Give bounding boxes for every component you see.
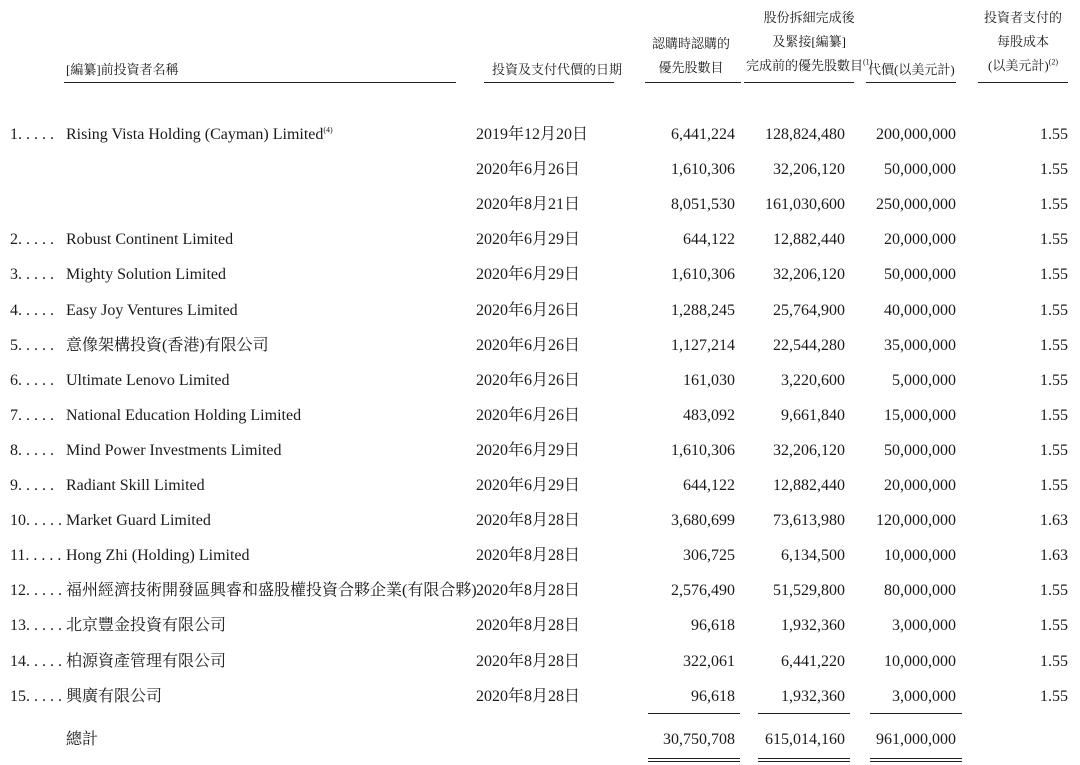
row-number: 6. . . . . xyxy=(10,372,54,389)
row-number: 10. . . . . xyxy=(10,512,62,529)
preferred-shares: 644,122 xyxy=(683,477,735,494)
header-date xyxy=(492,58,622,82)
investment-date: 2020年6月29日 xyxy=(476,442,581,459)
investment-date: 2020年6月29日 xyxy=(476,477,581,494)
header-preferred-shares: 認購時認購的 優先股數目 xyxy=(652,36,731,75)
header-investor-name-label: [編纂]前投資者名稱 xyxy=(66,62,179,77)
header-rule xyxy=(64,82,456,83)
consideration: 35,000,000 xyxy=(884,337,956,354)
table-row xyxy=(0,647,1080,677)
consideration: 10,000,000 xyxy=(884,653,956,670)
post-split-shares: 3,220,600 xyxy=(781,372,845,389)
row-number: 13. . . . . xyxy=(10,617,62,634)
preferred-shares: 2,576,490 xyxy=(671,582,735,599)
total-consideration: 961,000,000 xyxy=(876,731,956,748)
row-number: 12. . . . . xyxy=(10,582,62,599)
investor-name: Robust Continent Limited xyxy=(66,231,234,248)
investor-name: 柏源資產管理有限公司 xyxy=(66,653,227,670)
investor-name: Mighty Solution Limited xyxy=(66,266,227,283)
investor-name: 意像架構投資(香港)有限公司 xyxy=(66,337,269,354)
cost-per-share: 1.63 xyxy=(1040,547,1068,564)
table-row xyxy=(0,682,1080,712)
cost-per-share: 1.55 xyxy=(1040,231,1068,248)
post-split-shares: 9,661,840 xyxy=(781,407,845,424)
cost-per-share: 1.55 xyxy=(1040,302,1068,319)
investment-date: 2020年6月29日 xyxy=(476,231,581,248)
row-number: 3. . . . . xyxy=(10,266,54,283)
cost-per-share: 1.55 xyxy=(1040,407,1068,424)
investment-date: 2020年6月26日 xyxy=(476,372,581,389)
post-split-shares: 6,441,220 xyxy=(781,653,845,670)
cost-per-share: 1.55 xyxy=(1040,617,1068,634)
header-consideration xyxy=(868,58,955,82)
consideration: 3,000,000 xyxy=(892,688,956,705)
cost-per-share: 1.55 xyxy=(1040,161,1068,178)
post-split-shares: 25,764,900 xyxy=(773,302,845,319)
consideration: 50,000,000 xyxy=(884,266,956,283)
cost-per-share: 1.55 xyxy=(1040,337,1068,354)
header-rule xyxy=(744,82,854,83)
cost-per-share: 1.55 xyxy=(1040,196,1068,213)
total-double-rule xyxy=(870,758,962,762)
consideration: 40,000,000 xyxy=(884,302,956,319)
footnote-ref: (2) xyxy=(1048,57,1058,67)
header-consideration-label: 代價(以美元計) xyxy=(868,62,955,77)
preferred-shares: 8,051,530 xyxy=(671,196,735,213)
preferred-shares: 1,610,306 xyxy=(671,266,735,283)
post-split-shares: 128,824,480 xyxy=(765,126,845,143)
investor-name: Mind Power Investments Limited xyxy=(66,442,282,459)
preferred-shares: 1,127,214 xyxy=(671,337,735,354)
consideration: 3,000,000 xyxy=(892,617,956,634)
header-post-split-shares: 股份拆細完成後 及緊接[編纂] 完成前的優先股數目$^{(1)}$ xyxy=(746,10,873,73)
preferred-shares: 306,725 xyxy=(683,547,735,564)
investment-date: 2020年8月28日 xyxy=(476,512,581,529)
investor-name: Market Guard Limited xyxy=(66,512,211,529)
row-number: 4. . . . . xyxy=(10,302,54,319)
table-row xyxy=(0,401,1080,431)
total-preferred-shares: 30,750,708 xyxy=(663,731,735,748)
table-row xyxy=(0,190,1080,220)
investment-date: 2020年8月28日 xyxy=(476,547,581,564)
investor-name: Radiant Skill Limited xyxy=(66,477,205,494)
investment-date: 2020年8月28日 xyxy=(476,617,581,634)
investor-name: Hong Zhi (Holding) Limited xyxy=(66,547,250,564)
post-split-shares: 32,206,120 xyxy=(773,161,845,178)
row-number: 15. . . . . xyxy=(10,688,62,705)
post-split-shares: 161,030,600 xyxy=(765,196,845,213)
row-number: 2. . . . . xyxy=(10,231,54,248)
table-row xyxy=(0,155,1080,185)
consideration: 15,000,000 xyxy=(884,407,956,424)
row-number: 8. . . . . xyxy=(10,442,54,459)
preferred-shares: 1,610,306 xyxy=(671,442,735,459)
consideration: 50,000,000 xyxy=(884,161,956,178)
investment-date: 2020年6月26日 xyxy=(476,302,581,319)
table-row xyxy=(0,576,1080,606)
preferred-shares: 3,680,699 xyxy=(671,512,735,529)
consideration: 120,000,000 xyxy=(876,512,956,529)
investment-date: 2020年8月21日 xyxy=(476,196,581,213)
consideration: 20,000,000 xyxy=(884,231,956,248)
consideration: 10,000,000 xyxy=(884,547,956,564)
investor-name: Ultimate Lenovo Limited xyxy=(66,372,230,389)
post-split-shares: 32,206,120 xyxy=(773,442,845,459)
investor-name: 福州經濟技術開發區興睿和盛股權投資合夥企業(有限合夥) xyxy=(66,582,477,599)
subtotal-rule xyxy=(758,713,850,714)
post-split-shares: 12,882,440 xyxy=(773,477,845,494)
post-split-shares: 12,882,440 xyxy=(773,231,845,248)
total-double-rule xyxy=(758,758,850,762)
investment-date: 2020年8月28日 xyxy=(476,582,581,599)
header-investor-name xyxy=(66,58,179,82)
cost-per-share: 1.55 xyxy=(1040,582,1068,599)
preferred-shares: 96,618 xyxy=(691,617,735,634)
cost-per-share: 1.55 xyxy=(1040,372,1068,389)
investor-name xyxy=(66,120,333,150)
investment-date: 2020年8月28日 xyxy=(476,653,581,670)
consideration: 5,000,000 xyxy=(892,372,956,389)
investment-date: 2020年6月26日 xyxy=(476,337,581,354)
cost-per-share: 1.55 xyxy=(1040,477,1068,494)
post-split-shares: 22,544,280 xyxy=(773,337,845,354)
header-rule xyxy=(866,82,956,83)
total-row xyxy=(0,725,1080,755)
investment-date: 2020年8月28日 xyxy=(476,688,581,705)
footnote-ref: (4) xyxy=(323,125,333,135)
table-row xyxy=(0,366,1080,396)
header-date-label: 投資及支付代價的日期 xyxy=(492,62,623,77)
table-row xyxy=(0,436,1080,466)
investor-name: 北京豐金投資有限公司 xyxy=(66,617,227,634)
cost-per-share: 1.55 xyxy=(1040,266,1068,283)
total-post-split-shares: 615,014,160 xyxy=(765,731,845,748)
investment-date: 2020年6月26日 xyxy=(476,161,581,178)
footnote-ref: (1) xyxy=(863,57,873,67)
row-number: 7. . . . . xyxy=(10,407,54,424)
cost-per-share: 1.55 xyxy=(1040,126,1068,143)
cost-per-share: 1.55 xyxy=(1040,442,1068,459)
cost-per-share: 1.55 xyxy=(1040,653,1068,670)
investor-name: National Education Holding Limited xyxy=(66,407,302,424)
table-row xyxy=(0,471,1080,501)
investment-date: 2019年12月20日 xyxy=(476,126,589,143)
header-rule xyxy=(484,82,614,83)
investor-name: 興廣有限公司 xyxy=(66,688,163,705)
consideration: 20,000,000 xyxy=(884,477,956,494)
investor-name: Easy Joy Ventures Limited xyxy=(66,302,238,319)
subtotal-rule xyxy=(648,713,740,714)
table-row xyxy=(0,541,1080,571)
investment-date: 2020年6月26日 xyxy=(476,407,581,424)
row-number: 14. . . . . xyxy=(10,653,62,670)
header-rule xyxy=(645,82,741,83)
preferred-shares: 6,441,224 xyxy=(671,126,735,143)
table-row xyxy=(0,225,1080,255)
post-split-shares: 73,613,980 xyxy=(773,512,845,529)
total-label: 總計 xyxy=(66,731,99,748)
row-number: 11. . . . . xyxy=(10,547,62,564)
post-split-shares: 1,932,360 xyxy=(781,688,845,705)
table-row xyxy=(0,331,1080,361)
subtotal-rule xyxy=(870,713,962,714)
preferred-shares: 161,030 xyxy=(683,372,735,389)
table-row xyxy=(0,611,1080,641)
row-number: 5. . . . . xyxy=(10,337,54,354)
investment-date: 2020年6月29日 xyxy=(476,266,581,283)
post-split-shares: 32,206,120 xyxy=(773,266,845,283)
cost-per-share: 1.63 xyxy=(1040,512,1068,529)
preferred-shares: 483,092 xyxy=(683,407,735,424)
post-split-shares: 6,134,500 xyxy=(781,547,845,564)
consideration: 50,000,000 xyxy=(884,442,956,459)
table-row xyxy=(0,120,1080,150)
consideration: 80,000,000 xyxy=(884,582,956,599)
consideration: 250,000,000 xyxy=(876,196,956,213)
header-rule xyxy=(978,82,1068,83)
preferred-shares: 1,610,306 xyxy=(671,161,735,178)
preferred-shares: 644,122 xyxy=(683,231,735,248)
row-number: 1. . . . . xyxy=(10,126,54,143)
post-split-shares: 51,529,800 xyxy=(773,582,845,599)
table-row xyxy=(0,296,1080,326)
table-row xyxy=(0,506,1080,536)
total-double-rule xyxy=(648,758,740,762)
post-split-shares: 1,932,360 xyxy=(781,617,845,634)
cost-per-share: 1.55 xyxy=(1040,688,1068,705)
row-number: 9. . . . . xyxy=(10,477,54,494)
investor-name-text: Rising Vista Holding (Cayman) Limited xyxy=(66,126,324,143)
table-row xyxy=(0,260,1080,290)
preferred-shares: 322,061 xyxy=(683,653,735,670)
preferred-shares: 1,288,245 xyxy=(671,302,735,319)
header-cost-per-share: 投資者支付的 每股成本 (以美元計)$^{(2)}$ xyxy=(984,10,1063,73)
consideration: 200,000,000 xyxy=(876,126,956,143)
preferred-shares: 96,618 xyxy=(691,688,735,705)
